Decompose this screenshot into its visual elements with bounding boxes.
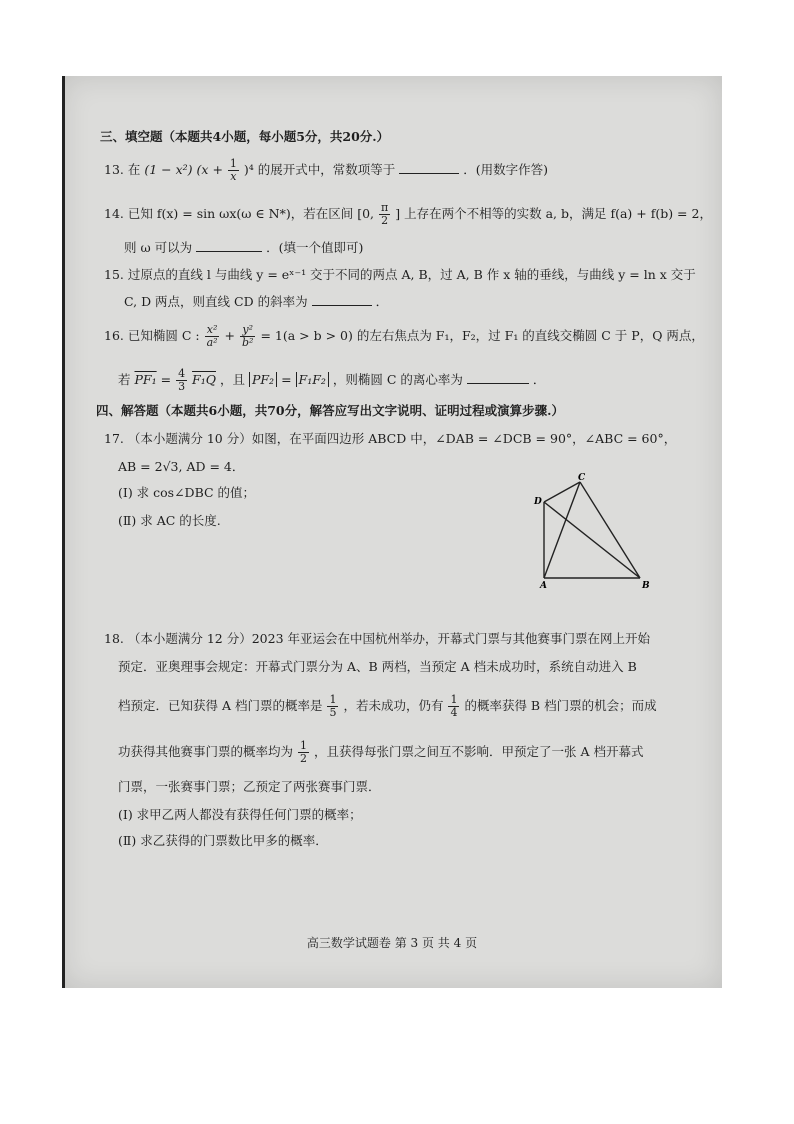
q18-line3-a: 档预定．已知获得 A 档门票的概率是 [118,698,323,713]
q18-line3-c: 的概率获得 B 档门票的机会；而成 [464,698,657,713]
q18-line4-b: ，且获得每张门票之间互不影响．甲预定了一张 A 档开幕式 [313,744,644,759]
q13-post: 的展开式中，常数项等于 [257,162,396,177]
question-14-line2 [124,238,363,257]
q14-line2-pre: 则 ω 可以为 [124,240,193,255]
q16-eq: = [160,372,172,387]
q16-f3-den: 3 [178,380,186,393]
q18-f3-num: 1 [300,739,307,752]
q16-line2-b: ，且 [219,372,245,387]
q16-line2-a: 若 [118,372,131,387]
q18-fraction-1-2 [298,740,309,765]
q16-f2-den: b² [242,336,254,349]
q16-abs-f1f2: F₁F₂ [296,372,329,387]
question-15-line2 [124,292,388,311]
q13-expr2: (x + [196,162,223,177]
label-a: A [540,581,547,591]
q16-f3-num: 4 [178,367,186,380]
segment-cd [544,482,580,502]
q13-fraction [228,158,239,183]
q14-fraction [379,202,390,227]
q17-number: 17. [104,431,124,446]
q14-frac-num: π [381,201,389,214]
q18-fraction-1-5 [327,694,338,719]
label-d: D [534,497,542,507]
q14-line1-post: 上存在两个不相等的实数 a, b，满足 f(a) + f(b) = 2， [404,206,712,221]
q13-tail: ．(用数字作答) [463,162,549,177]
question-18-line1 [104,630,650,648]
q15-number: 15. [104,267,124,282]
q16-line1-pre: 已知椭圆 C : [127,328,200,343]
segment-ac [544,482,580,578]
q15-line2-pre: C, D 两点，则直线 CD 的斜率为 [124,294,308,309]
q17-part1: (Ⅰ) 求 cos∠DBC 的值； [118,485,256,500]
q18-number: 18. [104,631,124,646]
q18-fraction-1-4 [448,694,459,719]
question-17-line1 [104,430,676,448]
q16-f2-num: y² [242,323,254,336]
q16-number: 16. [104,328,124,343]
question-13 [104,158,548,183]
q18-line5: 门票，一张赛事门票；乙预定了两张赛事门票． [118,779,381,794]
q18-part2: (Ⅱ) 求乙获得的门票数比甲多的概率． [118,833,328,848]
q16-line2-c: ，则椭圆 C 的离心率为 [332,372,463,387]
page-footer: 高三数学试题卷 第 3 页 共 4 页 [306,936,478,950]
q16-eq2: = [281,372,292,387]
q16-f1-den: a² [206,336,218,349]
q16-f1-num: x² [206,323,218,336]
q16-line2-d: ． [532,372,546,387]
q14-frac-den: 2 [381,214,389,227]
q14-line2-post: ．(填一个值即可) [266,240,364,255]
q15-answer-blank[interactable] [312,292,372,306]
label-b: B [642,581,650,591]
q14-answer-blank[interactable] [196,238,262,252]
question-16-line2 [118,368,545,393]
q14-number: 14. [104,206,124,221]
q17-quadrilateral-figure [532,472,652,592]
question-16-line1 [104,324,704,349]
q13-frac-den: x [230,170,237,183]
q14-interval-a: [0, [357,206,375,221]
q16-fraction-x [205,324,220,349]
q18-f1-num: 1 [329,693,337,706]
q18-f2-den: 4 [450,706,458,719]
question-18-line4 [118,740,643,765]
q16-line1-post: = 1(a > b > 0) 的左右焦点为 F₁，F₂，过 F₁ 的直线交椭圆 C 于 P，Q 两点， [260,328,704,343]
q14-interval-b: ] [395,206,401,221]
q17-line2: AB = 2√3, AD = 4． [118,459,245,474]
q16-vector-pf1: PF₁ [134,372,157,387]
q15-line2-post: ． [375,294,389,309]
section-4-heading: 四、解答题（本题共6小题，共70分，解答应写出文字说明、证明过程或演算步骤.） [96,403,564,418]
q18-line4-a: 功获得其他赛事门票的概率均为 [118,744,294,759]
q16-fraction-y [240,324,255,349]
q13-expr1: (1 − x²) [144,162,193,177]
q13-pre: 在 [127,162,141,177]
q15-line1: 过原点的直线 l 与曲线 y = eˣ⁻¹ 交于不同的两点 A, B，过 A, B 作 x 轴的垂线，与曲线 y = ln x 交于 [127,267,696,282]
q17-part2: (Ⅱ) 求 AC 的长度. [118,513,221,528]
q18-line2: 预定．亚奥理事会规定：开幕式门票分为 A、B 两档，当预定 A 档未成功时，系统自动进入 B [118,659,637,674]
q16-abs-pf2: PF₂ [249,372,277,387]
q18-f3-den: 2 [300,752,307,765]
label-c: C [578,473,586,483]
q18-line1: （本小题满分 12 分）2023 年亚运会在中国杭州举办，开幕式门票与其他赛事门票在网上开始 [127,631,651,646]
q18-line3-b: ，若未成功，仍有 [343,698,444,713]
question-15-line1 [104,266,696,284]
q13-expr3: )⁴ [243,162,254,177]
q18-part1: (Ⅰ) 求甲乙两人都没有获得任何门票的概率； [118,807,362,822]
q16-fraction-4-3 [176,368,187,393]
q18-f1-den: 5 [329,706,337,719]
q17-line1: （本小题满分 10 分）如图，在平面四边形 ABCD 中，∠DAB = ∠DCB = 90°，∠ABC = 60°， [127,431,677,446]
q13-answer-blank[interactable] [399,160,459,174]
q18-f2-num: 1 [450,693,458,706]
q14-line1-pre: 已知 f(x) = sin ωx(ω ∈ N*)，若在区间 [127,206,354,221]
q16-answer-blank[interactable] [467,370,529,384]
q13-number: 13. [104,162,124,177]
exam-page [62,76,722,988]
q16-plus: + [224,328,236,343]
question-18-line3 [118,694,657,719]
question-14-line1 [104,202,712,227]
section-3-heading: 三、填空题（本题共4小题，每小题5分，共20分.） [100,129,390,144]
q16-vector-f1q: F₁Q [192,372,216,387]
segment-bc [580,482,640,578]
q13-frac-num: 1 [229,157,237,170]
